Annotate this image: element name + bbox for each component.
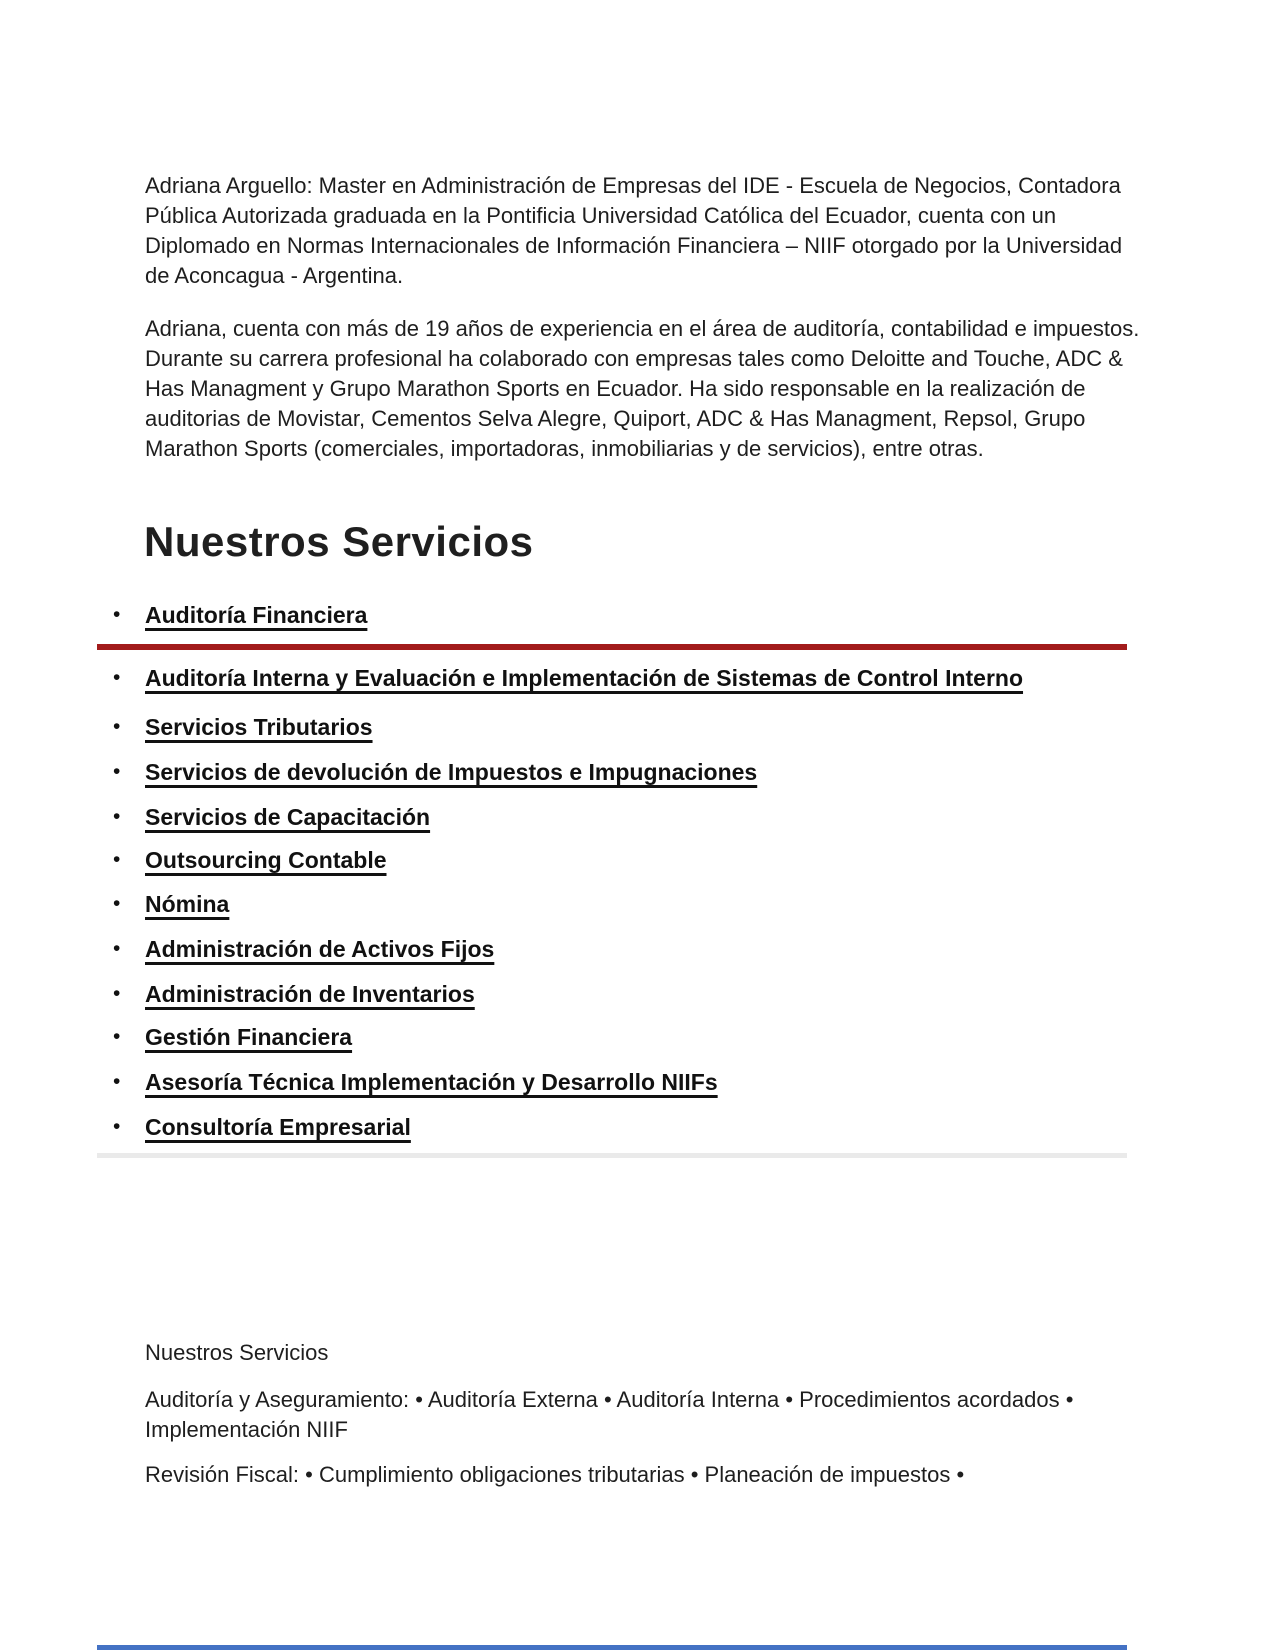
bullet-icon: • [113,805,121,828]
bullet-icon: • [113,760,121,783]
service-list-item [113,663,1023,693]
service-list-item [113,600,367,630]
service-list-item [113,1112,411,1142]
bullet-icon: • [113,937,121,960]
section-divider [97,1153,1127,1158]
service-link-servicios-tributarios[interactable]: Servicios Tributarios [145,714,373,740]
service-list-item [113,757,757,787]
service-link-devolucion-impuestos[interactable]: Servicios de devolución de Impuestos e Impugnaciones [145,759,758,785]
bullet-icon: • [113,603,121,626]
bullet-icon: • [113,1070,121,1093]
bullet-icon: • [113,1115,121,1138]
service-list-item [113,1022,352,1052]
service-link-outsourcing-contable[interactable]: Outsourcing Contable [145,847,387,873]
bullet-icon: • [113,982,121,1005]
footer-audit-line: Auditoría y Aseguramiento: • Auditoría Externa • Auditoría Interna • Procedimientos acordados • Implementación NIIF [145,1387,1074,1442]
accent-rule-red [97,644,1127,650]
bullet-icon: • [113,715,121,738]
footer-fiscal-line: Revisión Fiscal: • Cumplimiento obligaciones tributarias • Planeación de impuestos • [145,1462,965,1487]
bottom-border-blue [97,1645,1127,1650]
service-list-item [113,712,373,742]
service-link-inventarios[interactable]: Administración de Inventarios [145,981,475,1007]
bio-paragraph-1: Adriana Arguello: Master en Administración de Empresas del IDE - Escuela de Negocios, Contadora Pública Autorizada graduada en la Pontificia Universidad Católica del Ecuador, cuenta con un Diplomado en Normas Internacionales de Información Financiera – NIIF otorgado por la Universidad de Aconcagua - Argentina. [145,173,1123,288]
service-list-item [113,1067,718,1097]
service-link-capacitacion[interactable]: Servicios de Capacitación [145,804,431,830]
service-list-item [113,979,475,1009]
service-list-item [113,934,494,964]
service-link-consultoria-empresarial[interactable]: Consultoría Empresarial [145,1114,411,1140]
service-link-nomina[interactable]: Nómina [145,891,230,917]
footer-services-heading: Nuestros Servicios [145,1340,329,1365]
service-link-asesoria-niifs[interactable]: Asesoría Técnica Implementación y Desarrollo NIIFs [145,1069,718,1095]
bio-paragraph-2: Adriana, cuenta con más de 19 años de experiencia en el área de auditoría, contabilidad e impuestos. Durante su carrera profesional ha colaborado con empresas tales como Deloitte and Touche, ADC & Has Managment y Grupo Marathon Sports en Ecuador. Ha sido responsable en la realización de auditorias de Movistar, Cementos Selva Alegre, Quiport, ADC & Has Managment, Repsol, Grupo Marathon Sports (comerciales, importadoras, inmobiliarias y de servicios), entre otras. [145,316,1140,461]
bullet-icon: • [113,848,121,871]
service-link-gestion-financiera[interactable]: Gestión Financiera [145,1024,353,1050]
service-list-item [113,845,387,875]
bullet-icon: • [113,1025,121,1048]
services-heading: Nuestros Servicios [144,518,534,566]
service-list-item [113,802,430,832]
service-link-activos-fijos[interactable]: Administración de Activos Fijos [145,936,495,962]
service-link-auditoria-interna[interactable]: Auditoría Interna y Evaluación e Implementación de Sistemas de Control Interno [145,665,1024,691]
service-list-item [113,889,229,919]
service-link-auditoria-financiera[interactable]: Auditoría Financiera [145,602,368,628]
bullet-icon: • [113,892,121,915]
bullet-icon: • [113,666,121,689]
